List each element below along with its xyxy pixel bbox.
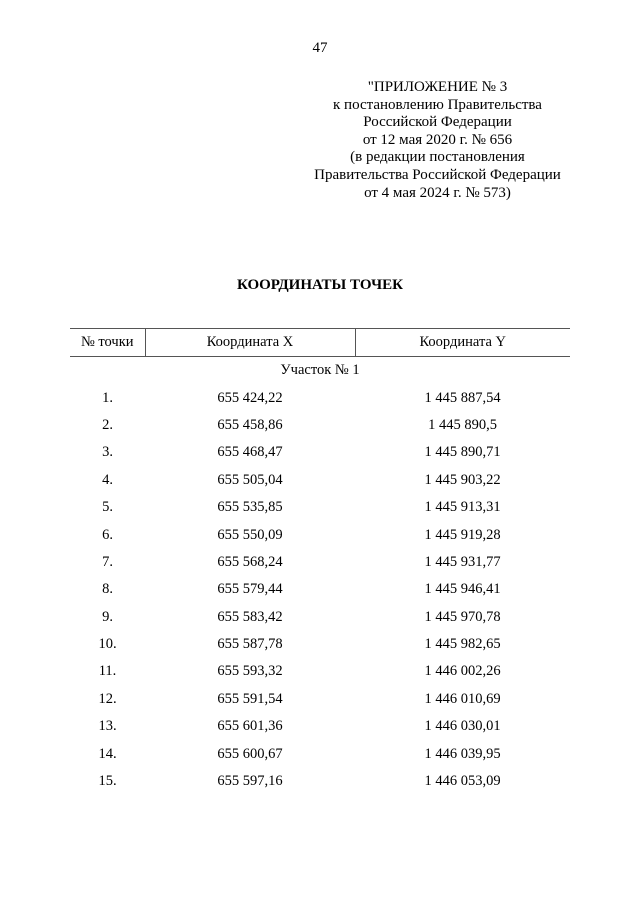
cell-coordinate-x: 655 593,32 <box>217 663 283 680</box>
table-row <box>70 412 570 439</box>
cell-coordinate-y: 1 445 903,22 <box>424 471 501 488</box>
table-row <box>70 631 570 658</box>
coordinates-table <box>70 328 570 795</box>
cell-point-number: 11. <box>98 663 117 680</box>
table-row <box>70 467 570 494</box>
cell-coordinate-y: 1 445 931,77 <box>424 553 501 570</box>
cell-coordinate-y: 1 445 890,5 <box>428 416 497 433</box>
table-row <box>70 384 570 411</box>
cell-coordinate-x: 655 583,42 <box>217 608 283 625</box>
cell-point-number: 7. <box>102 553 113 570</box>
table-row <box>70 439 570 466</box>
cell-point-number: 6. <box>102 526 113 543</box>
table-row <box>70 658 570 685</box>
table-row <box>70 740 570 767</box>
cell-coordinate-y: 1 446 030,01 <box>424 718 501 735</box>
table-row <box>70 713 570 740</box>
column-header-coordinate-y: Координата Y <box>355 329 570 357</box>
cell-coordinate-y: 1 445 919,28 <box>424 526 501 543</box>
annex-line: Правительства Российской Федерации <box>314 166 561 183</box>
cell-coordinate-y: 1 445 970,78 <box>424 608 501 625</box>
table-row <box>70 494 570 521</box>
cell-coordinate-x: 655 535,85 <box>217 499 283 516</box>
cell-coordinate-x: 655 579,44 <box>217 581 283 598</box>
section-label: Участок № 1 <box>280 362 360 379</box>
cell-coordinate-x: 655 587,78 <box>217 636 283 653</box>
annex-line: "ПРИЛОЖЕНИЕ № 3 <box>367 79 508 95</box>
cell-coordinate-x: 655 468,47 <box>217 444 283 461</box>
cell-coordinate-y: 1 446 002,26 <box>424 663 501 680</box>
cell-coordinate-x: 655 601,36 <box>217 718 283 735</box>
cell-point-number: 8. <box>102 581 113 598</box>
table-body <box>70 357 570 796</box>
annex-line: Российской Федерации <box>363 114 512 131</box>
table-row <box>70 686 570 713</box>
annex-line: от 12 мая 2020 г. № 656 <box>362 131 513 148</box>
cell-point-number: 4. <box>102 471 113 488</box>
table-row <box>70 576 570 603</box>
document-title: КООРДИНАТЫ ТОЧЕК <box>236 277 404 293</box>
column-header-coordinate-x: Координата X <box>145 329 355 357</box>
cell-point-number: 2. <box>102 416 113 433</box>
cell-coordinate-x: 655 550,09 <box>217 526 283 543</box>
cell-coordinate-y: 1 446 053,09 <box>424 773 501 790</box>
cell-point-number: 10. <box>98 636 117 653</box>
cell-coordinate-x: 655 568,24 <box>217 553 283 570</box>
table-header-row <box>70 329 570 357</box>
cell-coordinate-y: 1 446 039,95 <box>424 745 501 762</box>
cell-coordinate-y: 1 445 982,65 <box>424 636 501 653</box>
table-row <box>70 768 570 795</box>
column-header-point-number: № точки <box>70 329 145 357</box>
table-row <box>70 604 570 631</box>
annex-line: (в редакции постановления <box>350 149 525 166</box>
cell-point-number: 14. <box>98 745 117 762</box>
section-row <box>70 357 570 385</box>
cell-coordinate-x: 655 505,04 <box>217 471 283 488</box>
cell-coordinate-x: 655 424,22 <box>217 389 283 406</box>
cell-coordinate-y: 1 445 887,54 <box>424 389 501 406</box>
cell-coordinate-x: 655 597,16 <box>217 773 283 790</box>
annex-header <box>300 79 575 202</box>
cell-coordinate-y: 1 445 890,71 <box>424 444 501 461</box>
cell-coordinate-y: 1 445 946,41 <box>424 581 501 598</box>
cell-point-number: 13. <box>98 718 117 735</box>
cell-point-number: 3. <box>102 444 113 461</box>
annex-line: к постановлению Правительства <box>333 96 542 113</box>
cell-coordinate-x: 655 600,67 <box>217 745 283 762</box>
cell-point-number: 5. <box>102 499 113 516</box>
annex-line: от 4 мая 2024 г. № 573) <box>364 184 511 201</box>
cell-coordinate-x: 655 591,54 <box>217 690 283 707</box>
cell-point-number: 12. <box>98 690 117 707</box>
cell-coordinate-x: 655 458,86 <box>217 416 283 433</box>
page-number: 47 <box>312 40 328 56</box>
table-row <box>70 549 570 576</box>
table-row <box>70 521 570 548</box>
cell-coordinate-y: 1 445 913,31 <box>424 499 501 516</box>
cell-point-number: 1. <box>102 389 113 406</box>
cell-point-number: 9. <box>102 608 113 625</box>
cell-point-number: 15. <box>98 773 117 790</box>
cell-coordinate-y: 1 446 010,69 <box>424 690 501 707</box>
